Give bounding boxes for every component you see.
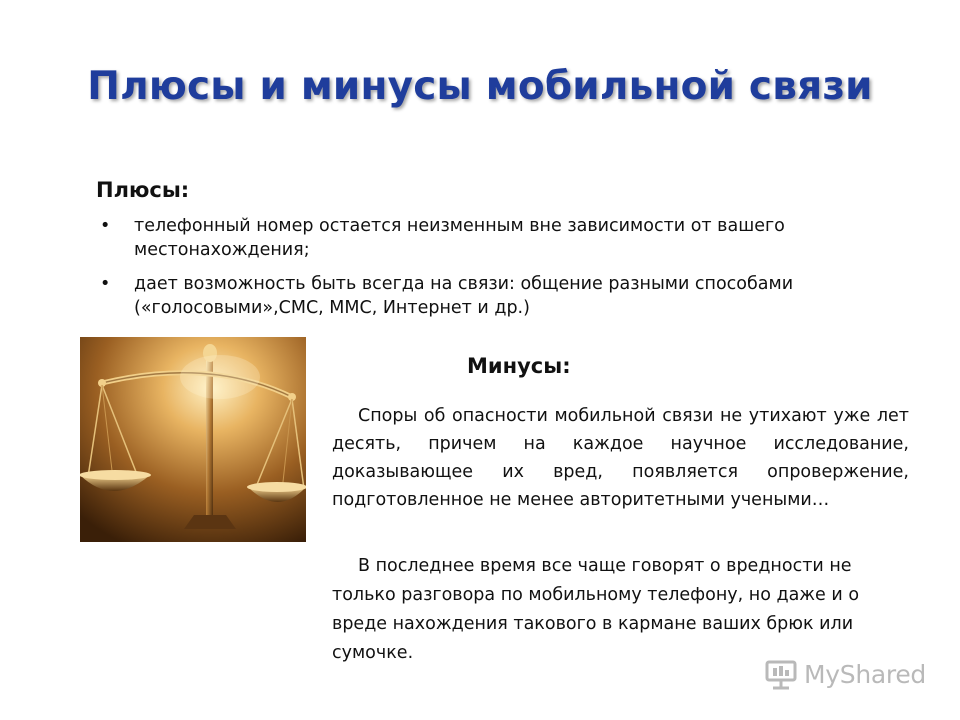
bullet-icon: •	[100, 274, 111, 294]
cons-paragraph-1: Споры об опасности мобильной связи не утихают уже лет десять, причем на каждое научное исследование, доказывающее их вред, появляется опровержение, подготовленное не менее авторитетными учеными…	[332, 406, 909, 510]
cons-heading: Минусы:	[467, 354, 571, 378]
pros-item	[100, 214, 880, 262]
pros-item-text-line: дает возможность быть всегда на связи: общение разными способами	[134, 274, 794, 294]
pros-item-text-line: местонахождения;	[134, 240, 310, 260]
pros-item-text-line: («голосовыми»,СМС, ММС, Интернет и др.)	[134, 298, 530, 318]
bullet-icon: •	[100, 216, 111, 236]
cons-paragraph-2-line: вреде нахождения такового в кармане ваших брюк или	[332, 614, 854, 634]
pros-heading: Плюсы:	[96, 178, 190, 202]
presentation-board-icon	[764, 658, 798, 690]
cons-paragraph-2	[332, 552, 909, 668]
slide-title: Плюсы и минусы мобильной связи	[87, 64, 873, 109]
scales-of-justice-image	[80, 337, 306, 542]
watermark-text: MyShared	[804, 659, 926, 689]
cons-paragraph-2-line: только разговора по мобильному телефону, но даже и о	[332, 585, 860, 605]
pros-list	[100, 214, 880, 330]
cons-paragraph-2-line: В последнее время все чаще говорят о вредности не	[358, 556, 852, 576]
watermark	[764, 656, 926, 692]
pros-item	[100, 272, 880, 320]
cons-paragraph-2-line: сумочке.	[332, 643, 414, 663]
pros-item-text-line: телефонный номер остается неизменным вне зависимости от вашего	[134, 216, 785, 236]
